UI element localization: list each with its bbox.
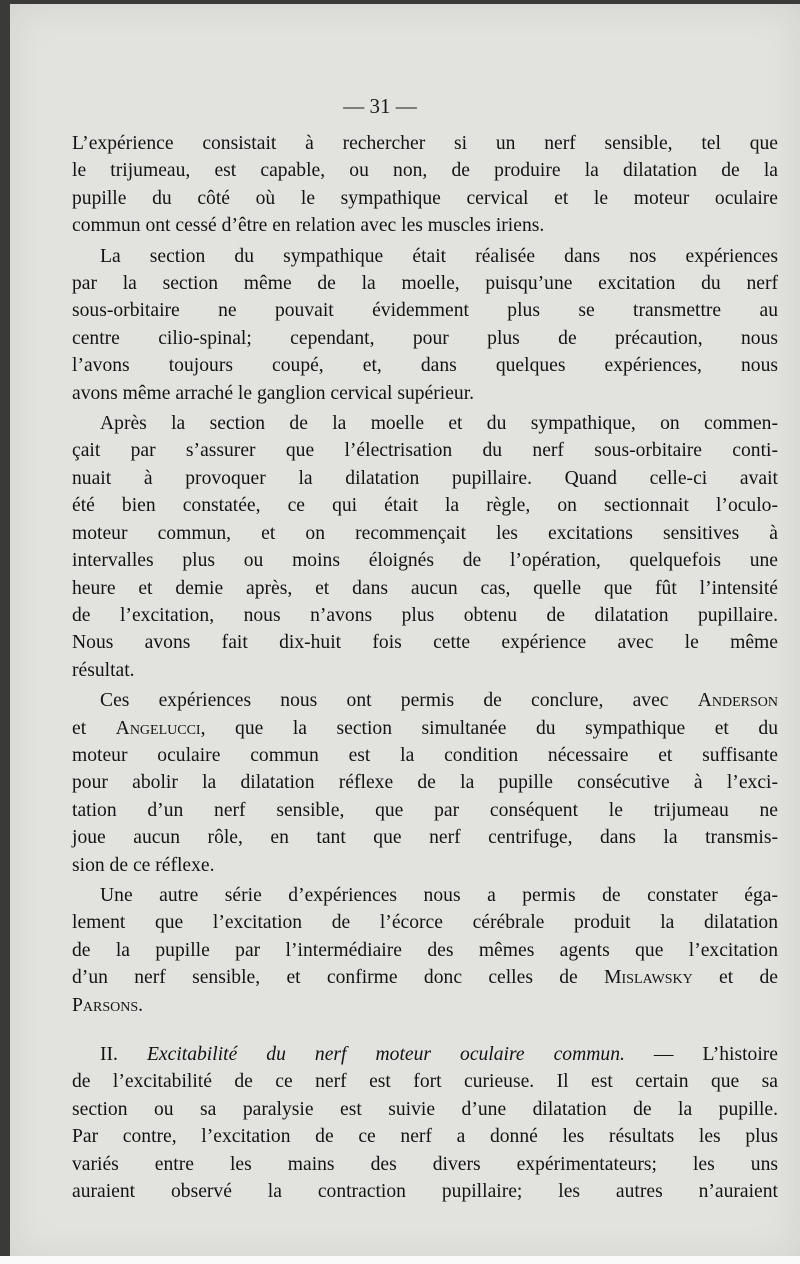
text-line: nuait à provoquer la dilatation pupillaire. Quand celle-ci avait <box>72 467 778 489</box>
text-line: Après la section de la moelle et du sympathique, on commen- <box>100 413 778 435</box>
paragraph-4 <box>72 687 778 879</box>
text-line: pupille du côté où le sympathique cervical et le moteur oculaire <box>72 187 778 209</box>
text-line: moteur oculaire commun est la condition nécessaire et suffisante <box>72 744 778 766</box>
text-line: sous-orbitaire ne pouvait évidemment plus se transmettre au <box>72 300 778 322</box>
text-line: de l’excitabilité de ce nerf est fort curieuse. Il est certain que sa <box>72 1071 778 1093</box>
page-number: — 31 — <box>343 94 417 118</box>
text-line <box>72 687 778 714</box>
text-line: çait par s’assurer que l’électrisation du nerf sous-orbitaire conti- <box>72 440 778 462</box>
page-bottom-edge <box>0 1256 800 1264</box>
text-line: Nous avons fait dix-huit fois cette expérience avec le même <box>72 632 778 654</box>
text-line: heure et demie après, et dans aucun cas, quelle que fût l’intensité <box>72 577 778 599</box>
text-segment: — L’histoire <box>624 1044 779 1065</box>
text-line: joue aucun rôle, en tant que nerf centrifuge, dans la transmis- <box>72 827 778 849</box>
section-number: II. <box>100 1044 147 1065</box>
text-line: par la section même de la moelle, puisqu’une excitation du nerf <box>72 273 778 295</box>
paragraph-5 <box>72 882 778 1019</box>
text-line: Par contre, l’excitation de ce nerf a donné les résultats les plus <box>72 1126 778 1148</box>
author-name: Mislawsky <box>604 967 693 989</box>
author-name: Angelucci <box>115 717 201 739</box>
text-line: auraient observé la contraction pupillaire; les autres n’auraient <box>72 1181 778 1203</box>
text-line: résultat. <box>72 659 135 681</box>
text-line: section ou sa paralysie est suivie d’une dilatation de la pupille. <box>72 1098 778 1120</box>
text-segment: , que la section simultanée du sympathique et du <box>200 717 778 739</box>
text-line: avons même arraché le ganglion cervical supérieur. <box>72 382 475 404</box>
body-text <box>72 130 778 1205</box>
author-name: Parsons <box>72 994 139 1016</box>
text-line: de la pupille par l’intermédiaire des mêmes agents que l’excitation <box>72 939 778 961</box>
text-line <box>72 992 778 1019</box>
text-line: pour abolir la dilatation réflexe de la pupille consécutive à l’exci- <box>72 772 778 794</box>
text-line: lement que l’excitation de l’écorce cérébrale produit la dilatation <box>72 912 778 934</box>
text-line: moteur commun, et on recommençait les excitations sensitives à <box>72 522 778 544</box>
scanned-page <box>10 4 800 1260</box>
text-line: l’avons toujours coupé, et, dans quelques expériences, nous <box>72 355 778 377</box>
text-line: La section du sympathique était réalisée dans nos expériences <box>100 245 778 267</box>
text-segment: et <box>72 717 116 739</box>
text-line: sion de ce réflexe. <box>72 854 215 876</box>
text-line: de l’excitation, nous n’avons plus obtenu de dilatation pupillaire. <box>72 604 778 626</box>
text-line: tation d’un nerf sensible, que par conséquent le trijumeau ne <box>72 799 778 821</box>
text-line: été bien constatée, ce qui était la règle, on sectionnait l’oculo- <box>72 495 778 517</box>
text-line <box>72 715 778 742</box>
section-title: Excitabilité du nerf moteur oculaire commun. <box>146 1044 625 1065</box>
text-segment: . <box>138 994 144 1016</box>
text-line: commun ont cessé d’être en relation avec les muscles iriens. <box>72 215 545 237</box>
text-line: centre cilio-spinal; cependant, pour plus de précaution, nous <box>72 327 778 349</box>
section-gap <box>72 1019 778 1041</box>
paragraph-2 <box>72 243 778 407</box>
text-segment: d’un nerf sensible, et confirme donc celles de <box>72 967 605 989</box>
paragraph-3 <box>72 410 778 684</box>
author-name: Anderson <box>697 690 778 712</box>
paragraph-6 <box>72 1041 778 1205</box>
section-heading-line <box>72 1041 778 1068</box>
text-line <box>72 964 778 991</box>
text-line: le trijumeau, est capable, ou non, de produire la dilatation de la <box>72 160 778 182</box>
text-line: intervalles plus ou moins éloignés de l’opération, quelquefois une <box>72 550 778 572</box>
text-line: L’expérience consistait à rechercher si un nerf sensible, tel que <box>72 133 778 154</box>
text-line: variés entre les mains des divers expérimentateurs; les uns <box>72 1153 778 1175</box>
text-segment: et de <box>692 967 778 989</box>
paragraph-1 <box>72 130 778 240</box>
text-segment: Ces expériences nous ont permis de conclure, avec <box>100 690 698 712</box>
text-line: Une autre série d’expériences nous a permis de constater éga- <box>100 884 778 906</box>
